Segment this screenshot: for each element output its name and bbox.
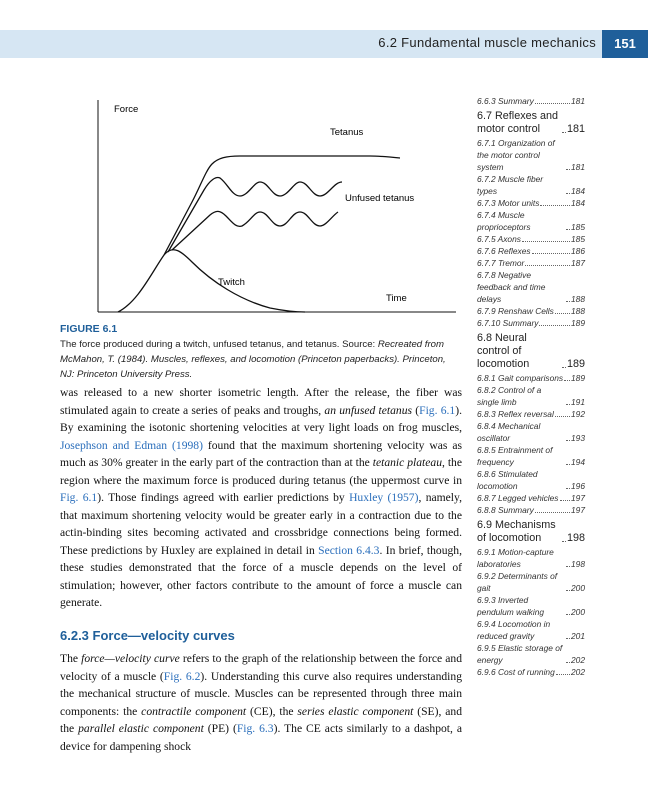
toc-entry[interactable] — [477, 209, 585, 233]
leader-dots — [566, 590, 570, 591]
toc-text: 6.9.4 Locomotion in reduced gravity — [477, 619, 551, 641]
text-run: ). Understanding this curve also requires understanding the mechanical structure of muscle. Muscles can be represented through three main components: the — [60, 669, 462, 718]
time-axis-label: Time — [386, 293, 407, 304]
toc-text: 6.7.9 Renshaw Cells — [477, 306, 554, 316]
toc-entry[interactable] — [477, 420, 585, 444]
text-run: was released to a new shorter isometric length. After the release, the fiber was stimulated again to create a series of peaks and troughs, — [60, 386, 462, 417]
unfused-tetanus-label: Unfused tetanus — [345, 193, 415, 204]
twitch-curve — [118, 250, 305, 312]
toc-sidebar — [477, 95, 585, 678]
text-run: ). Those findings agreed with earlier predictions by — [97, 491, 350, 504]
leader-dots — [566, 638, 570, 639]
paragraph-2 — [60, 650, 462, 755]
text-run: The — [60, 652, 82, 665]
toc-text: 6.7.10 Summary — [477, 318, 539, 328]
toc-text: 6.8.8 Summary — [477, 505, 534, 515]
leader-dots — [566, 169, 570, 170]
toc-text: 6.8 Neural control of locomotion — [477, 332, 530, 370]
toc-page-number: 197 — [571, 493, 585, 503]
text-run: , the region where the maximum force is produced during tetanus (the uppermost curve in — [60, 456, 462, 487]
leader-dots — [566, 440, 570, 441]
toc-page-number: 188 — [571, 294, 585, 304]
leader-dots — [562, 541, 566, 542]
toc-text: 6.8.1 Gait comparisons — [477, 373, 564, 383]
toc-page-number: 189 — [571, 373, 585, 383]
toc-entry[interactable] — [477, 372, 585, 384]
toc-text: 6.7.3 Motor units — [477, 198, 540, 208]
toc-page-number: 201 — [571, 631, 585, 641]
tetanus-label: Tetanus — [330, 127, 364, 138]
toc-text: 6.8.5 Entrainment of frequency — [477, 445, 553, 467]
toc-page-number: 189 — [566, 358, 585, 370]
cross-reference-link[interactable]: Fig. 6.2 — [163, 669, 201, 683]
toc-entry[interactable] — [477, 666, 585, 678]
leader-dots — [540, 205, 570, 206]
leader-dots — [566, 488, 570, 489]
leader-dots — [525, 265, 570, 266]
toc-page-number: 186 — [571, 246, 585, 256]
toc-entry[interactable] — [477, 233, 585, 245]
toc-entry[interactable] — [477, 384, 585, 408]
toc-heading[interactable] — [477, 110, 585, 136]
text-run: . In brief, though, these studies demonstrated that the force of a muscle depends on the level of stimulation; however, other factors contribute to the amount of force a muscle can generate. — [60, 543, 463, 609]
tetanus-curve — [164, 156, 400, 255]
text-run: ( — [412, 403, 420, 417]
toc-entry[interactable] — [477, 546, 585, 570]
leader-dots — [562, 367, 566, 368]
toc-page-number: 191 — [571, 397, 585, 407]
leader-dots — [562, 132, 566, 133]
leader-dots — [566, 229, 570, 230]
toc-text: 6.9.6 Cost of running — [477, 667, 555, 677]
leader-dots — [535, 512, 570, 513]
leader-dots — [566, 193, 570, 194]
caption-source: Recreated from McMahon, T. (1984). Muscles, reflexes, and locomotion (Princeton paperbacks). Princeton, NJ: Princeton University Press. — [60, 339, 446, 380]
text-run: ). By examining the isotonic shortening velocities at very light loads on frog muscles, — [60, 403, 462, 434]
leader-dots — [555, 416, 570, 417]
toc-text: 6.9 Mechanisms of locomotion — [477, 519, 556, 544]
toc-page-number: 196 — [571, 481, 585, 491]
toc-page-number: 189 — [571, 318, 585, 328]
italic-term: contractile component — [141, 704, 247, 718]
leader-dots — [566, 662, 570, 663]
toc-entry[interactable] — [477, 305, 585, 317]
toc-page-number: 194 — [571, 457, 585, 467]
toc-entry[interactable] — [477, 492, 585, 504]
leader-dots — [532, 253, 570, 254]
toc-page-number: 198 — [566, 532, 585, 544]
toc-text: 6.7.6 Reflexes — [477, 246, 531, 256]
cross-reference-link[interactable]: Fig. 6.1 — [419, 403, 456, 417]
toc-text: 6.8.6 Stimulated locomotion — [477, 469, 538, 491]
toc-page-number: 198 — [571, 559, 585, 569]
toc-text: 6.7.8 Negative feedback and time delays — [477, 270, 546, 304]
toc-entry[interactable] — [477, 444, 585, 468]
toc-text: 6.9.3 Inverted pendulum walking — [477, 595, 545, 617]
text-run: (CE), the — [246, 704, 298, 718]
toc-page-number: 188 — [571, 306, 585, 316]
toc-text: 6.7.1 Organization of the motor control system — [477, 138, 555, 172]
toc-entry[interactable] — [477, 197, 585, 209]
italic-term: series elastic component — [297, 704, 414, 718]
toc-entry[interactable] — [477, 257, 585, 269]
toc-entry[interactable] — [477, 269, 585, 305]
toc-text: 6.7.7 Tremor — [477, 258, 525, 268]
figure-caption — [60, 337, 462, 382]
text-run: (SE), and the — [60, 704, 463, 735]
toc-page-number: 202 — [571, 667, 585, 677]
force-axis-label: Force — [114, 104, 139, 115]
toc-page-number: 200 — [571, 607, 585, 617]
toc-text: 6.8.3 Reflex reversal — [477, 409, 554, 419]
cross-reference-link[interactable]: Section 6.4.3 — [318, 543, 380, 557]
toc-page-number: 197 — [571, 505, 585, 515]
toc-text: 6.8.7 Legged vehicles — [477, 493, 559, 503]
toc-page-number: 181 — [571, 162, 585, 172]
text-run: , namely, that maximum shortening velocity would be greater early in a contraction due to the actin-binding sites becoming activated and crossbridge connections being formed. These predictions by Huxley are explained in detail in — [60, 491, 462, 557]
toc-text: 6.7.2 Muscle fiber types — [477, 174, 544, 196]
leader-dots — [566, 464, 570, 465]
leader-dots — [535, 103, 570, 104]
toc-text: 6.7.5 Axons — [477, 234, 521, 244]
running-header — [0, 30, 648, 58]
toc-page-number: 184 — [571, 198, 585, 208]
figure-label: FIGURE 6.1 — [60, 323, 118, 335]
toc-page-number: 200 — [571, 583, 585, 593]
toc-text: 6.6.3 Summary — [477, 96, 534, 106]
cross-reference-link[interactable]: Fig. 6.3 — [236, 722, 274, 735]
text-run: (PE) ( — [203, 722, 237, 735]
toc-entry[interactable] — [477, 642, 585, 666]
page-number: 151 — [602, 30, 648, 58]
toc-page-number: 187 — [571, 258, 585, 268]
toc-page-number: 185 — [571, 234, 585, 244]
toc-page-number: 192 — [571, 409, 585, 419]
toc-entry[interactable] — [477, 173, 585, 197]
text-run: ). The CE acts similarly to a dashpot, a device for dampening shock — [60, 722, 462, 753]
toc-text: 6.8.2 Control of a single limb — [477, 385, 542, 407]
figure-6-1 — [60, 92, 460, 322]
toc-text: 6.7 Reflexes and motor control — [477, 110, 559, 135]
leader-dots — [522, 241, 570, 242]
toc-entry[interactable] — [477, 618, 585, 642]
leader-dots — [564, 380, 570, 381]
header-title: 6.2 Fundamental muscle mechanics — [378, 35, 596, 50]
italic-term: tetanic plateau — [372, 456, 442, 469]
text-run: found that the maximum shortening velocity was as much as 30% greater in the early part of the contraction than at the — [60, 438, 462, 469]
section-heading: 6.2.3 Force—velocity curves — [60, 628, 235, 643]
italic-term: an unfused tetanus — [324, 403, 413, 417]
toc-entry[interactable] — [477, 570, 585, 594]
italic-term: force—velocity curve — [81, 652, 180, 665]
toc-page-number: 184 — [571, 186, 585, 196]
cross-reference-link[interactable]: Fig. 6.1 — [60, 491, 98, 504]
toc-page-number: 181 — [571, 96, 585, 106]
cross-reference-link[interactable]: Huxley (1957) — [349, 491, 419, 504]
toc-text: 6.7.4 Muscle proprioceptors — [477, 210, 531, 232]
toc-page-number: 185 — [571, 222, 585, 232]
leader-dots — [566, 566, 570, 567]
unfused-tetanus-curve-2 — [172, 211, 338, 250]
text-run: refers to the graph of the relationship between the force and velocity of a muscle ( — [60, 652, 462, 683]
toc-entry[interactable] — [477, 504, 585, 516]
toc-page-number: 193 — [571, 433, 585, 443]
leader-dots — [566, 404, 570, 405]
paragraph-1 — [60, 384, 462, 612]
leader-dots — [566, 614, 570, 615]
toc-heading[interactable] — [477, 332, 585, 371]
toc-text: 6.9.2 Determinants of gait — [477, 571, 558, 593]
leader-dots — [566, 301, 570, 302]
toc-page-number: 181 — [566, 123, 585, 135]
leader-dots — [560, 500, 571, 501]
toc-entry[interactable] — [477, 95, 585, 107]
twitch-label: Twitch — [218, 277, 245, 288]
toc-text: 6.8.4 Mechanical oscillator — [477, 421, 541, 443]
toc-entry[interactable] — [477, 594, 585, 618]
toc-text: 6.9.5 Elastic storage of energy — [477, 643, 563, 665]
leader-dots — [555, 313, 570, 314]
toc-entry[interactable] — [477, 245, 585, 257]
toc-text: 6.9.1 Motion-capture laboratories — [477, 547, 554, 569]
toc-page-number: 202 — [571, 655, 585, 665]
italic-term: parallel elastic component — [78, 722, 204, 735]
leader-dots — [556, 674, 570, 675]
toc-entry[interactable] — [477, 408, 585, 420]
toc-heading[interactable] — [477, 519, 585, 545]
toc-entry[interactable] — [477, 137, 585, 173]
toc-entry[interactable] — [477, 317, 585, 329]
toc-entry[interactable] — [477, 468, 585, 492]
leader-dots — [539, 325, 570, 326]
caption-text: The force produced during a twitch, unfused tetanus, and tetanus. Source: — [60, 339, 378, 350]
cross-reference-link[interactable]: Josephson and Edman (1998) — [60, 438, 203, 452]
